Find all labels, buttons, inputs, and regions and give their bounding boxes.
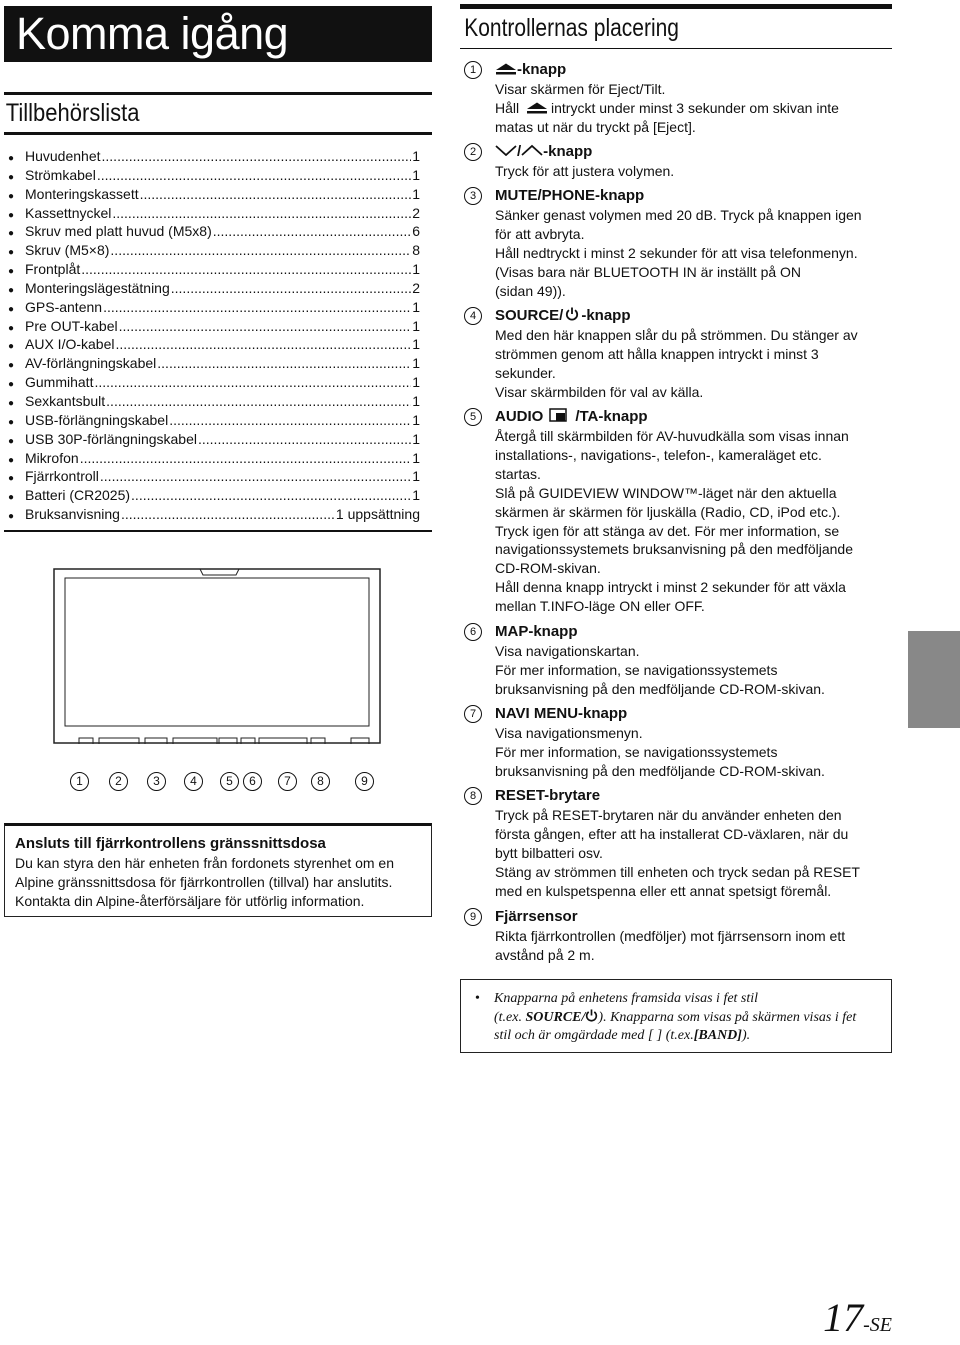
device-callouts [70, 772, 380, 796]
accessory-name: Fjärrkontroll [25, 468, 99, 485]
accessory-name: Gummihatt [25, 374, 94, 391]
device-top-slot [200, 569, 239, 575]
accessory-item [8, 486, 420, 505]
accessories-list [8, 147, 420, 524]
control-item-remote-sensor: 9 Fjärrsensor Rikta fjärrkontrollen (medföljer) mot fjärrsensorn inom ett avstånd på 2 m. [462, 907, 892, 965]
control-heading: RESET-brytare [495, 787, 601, 804]
callout-number: 2 [109, 772, 128, 791]
callout-number: 4 [184, 772, 203, 791]
callout-number: 7 [278, 772, 297, 791]
accessory-name: Skruv med platt huvud (M5x8) [25, 223, 212, 240]
control-number: 2 [464, 143, 482, 161]
leader-dots [106, 392, 411, 411]
control-number: 1 [464, 61, 482, 79]
callout-number: 8 [311, 772, 330, 791]
accessory-qty: 2 [412, 279, 420, 296]
list-bullet: ● [8, 266, 15, 278]
accessory-item [8, 354, 420, 373]
accessory-qty: 1 [412, 374, 420, 391]
control-heading: MAP-knapp [495, 623, 578, 640]
leader-dots [121, 505, 335, 524]
leader-dots [169, 411, 411, 430]
control-heading: Fjärrsensor [495, 908, 578, 925]
control-number: 4 [464, 307, 482, 325]
accessory-item [8, 411, 420, 430]
accessory-item [8, 147, 420, 166]
control-heading: MUTE/PHONE-knapp [495, 187, 645, 204]
page-title: Komma igång [4, 6, 432, 62]
leader-dots [157, 354, 411, 373]
accessory-name: Mikrofon [25, 449, 79, 466]
info-box-line: Alpine gränssnittsdosa för fjärrkontrollen (tillval) har anslutits. [15, 874, 393, 890]
window-icon [549, 408, 573, 423]
accessory-qty: 1 [412, 148, 420, 164]
accessory-item [8, 317, 420, 336]
accessory-qty: 1 [412, 411, 420, 428]
leader-dots [115, 335, 411, 354]
leader-dots [80, 449, 412, 468]
info-box-line: Du kan styra den här enheten från fordonets styrenhet om en [15, 855, 395, 871]
list-bullet: ● [8, 284, 15, 296]
accessory-item [8, 335, 420, 354]
leader-dots [103, 298, 411, 317]
callout-number: 3 [147, 772, 166, 791]
accessory-qty: 8 [412, 242, 420, 259]
accessory-qty: 6 [412, 223, 420, 240]
accessory-item [8, 279, 420, 298]
note-line: stil och är omgärdade med [ ] (t.ex.[BAND]). [494, 1028, 751, 1043]
accessory-item [8, 373, 420, 392]
accessory-name: Sexkantsbult [25, 392, 106, 409]
accessory-name: Bruksanvisning [25, 506, 120, 523]
accessory-item [8, 298, 420, 317]
chevron-up-icon [521, 144, 543, 156]
list-bullet: ● [8, 454, 15, 466]
leader-dots [140, 185, 412, 204]
device-screen [65, 578, 369, 726]
leader-dots [97, 166, 411, 185]
control-item-mute-phone: 3 MUTE/PHONE-knapp Sänker genast volymen med 20 dB. Tryck på knappen igen för att avbryta. Håll nedtryckt i minst 2 sekunder för att visa telefonmenyn. (Visas bara när BLUETOOTH IN är inställt på ON (sidan 49)). [462, 186, 892, 301]
list-bullet: ● [8, 360, 15, 372]
note-line: Knapparna på enhetens framsida visas i fet stil [494, 991, 759, 1006]
accessory-item [8, 260, 420, 279]
control-number: 8 [464, 787, 482, 805]
accessory-name: Strömkabel [25, 166, 96, 183]
page-number: 17-SE [823, 1295, 892, 1340]
control-number: 5 [464, 408, 482, 426]
list-bullet: ● [8, 397, 15, 409]
list-bullet: ● [8, 190, 15, 202]
accessory-name: Frontplåt [25, 261, 81, 278]
accessories-heading [4, 92, 432, 135]
note-box [460, 979, 892, 1053]
accessory-name: Skruv (M5×8) [25, 242, 110, 259]
control-item-source: 4 SOURCE/ -knapp Med den här knappen slår du på strömmen. Du stänger av strömmen genom att hålla knappen intryckt i minst 3 sekunder. Visar skärmbilden för val av källa. [462, 306, 892, 402]
control-item-map: 6 MAP-knapp Visa navigationskartan. För mer information, se navigationssystemets bruksanvisning på den medföljande CD-ROM-skivan. [462, 622, 892, 699]
control-heading: SOURCE/ -knapp [495, 307, 631, 324]
accessory-name: Batteri (CR2025) [25, 487, 131, 504]
accessory-name: Monteringskassett [25, 185, 139, 202]
control-number: 3 [464, 187, 482, 205]
accessory-item [8, 185, 420, 204]
leader-dots [81, 260, 411, 279]
accessory-name: AUX I/O-kabel [25, 336, 115, 353]
control-item-eject: 1 -knapp Visar skärmen för Eject/Tilt. Håll intryckt under minst 3 sekunder om skivan inte matas ut när du tryckt på [Eject]. [462, 60, 892, 137]
info-box-line: Kontakta din Alpine-återförsäljare för utförlig information. [15, 893, 365, 909]
list-bullet: ● [8, 435, 15, 447]
power-icon [565, 307, 579, 321]
list-bullet: ● [8, 341, 15, 353]
accessory-name: Pre OUT-kabel [25, 317, 118, 334]
callout-number: 9 [355, 772, 374, 791]
chevron-down-icon [495, 144, 517, 156]
control-item-volume: 2 / -knapp Tryck för att justera volymen. [462, 142, 892, 181]
accessory-item [8, 204, 420, 223]
leader-dots [119, 317, 412, 336]
control-heading: -knapp [495, 60, 892, 80]
list-bullet: ● [8, 153, 15, 164]
accessory-item [8, 222, 420, 241]
accessory-name: GPS-antenn [25, 298, 103, 315]
info-box-title: Ansluts till fjärrkontrollens gränssnittsdosa [15, 835, 326, 852]
accessory-qty: 1 [412, 298, 420, 315]
list-bullet: ● [8, 228, 15, 240]
device-outer-frame [54, 569, 380, 743]
eject-icon [526, 102, 548, 114]
list-bullet: ● [8, 322, 15, 334]
accessory-name: Monteringslägestätning [25, 279, 170, 296]
accessory-item [8, 241, 420, 260]
accessory-item [8, 430, 420, 449]
accessory-name: Kassettnyckel [25, 204, 112, 221]
list-bullet: ● [8, 416, 15, 428]
controls-title: Kontrollernas placering [464, 14, 679, 42]
callout-number: 1 [70, 772, 89, 791]
control-item-reset: 8 RESET-brytare Tryck på RESET-brytaren när du använder enheten den första gången, efter att ha installerat CD-växlaren, när du bytt bilbatteri osv. Stäng av strömmen till enheten och tryck sedan på RESET med en kulspetspenna eller ett annat spetsigt föremål. [462, 786, 892, 901]
accessory-qty: 1 [412, 317, 420, 334]
power-icon [585, 1009, 598, 1022]
accessory-qty: 1 uppsättning [335, 506, 420, 523]
info-box [4, 823, 432, 917]
device-illustration [53, 568, 381, 744]
leader-dots [131, 486, 411, 505]
accessory-qty: 1 [412, 355, 420, 372]
leader-dots [171, 279, 411, 298]
accessory-name: AV-förlängningskabel [25, 355, 157, 372]
accessory-qty: 1 [412, 336, 420, 353]
list-bullet: ● [8, 379, 15, 391]
note-line: (t.ex. SOURCE/ ). Knapparna som visas på skärmen visas i fet [494, 1009, 857, 1025]
leader-dots [112, 204, 411, 223]
accessory-item [8, 467, 420, 486]
list-bullet: ● [8, 171, 15, 183]
accessories-title: Tillbehörslista [5, 99, 140, 127]
accessory-name: Huvudenhet [25, 148, 101, 164]
list-bullet: ● [8, 303, 15, 315]
accessory-name: USB 30P-förlängningskabel [25, 430, 197, 447]
list-bullet: ● [8, 247, 15, 259]
control-item-audio-ta: 5 AUDIO /TA-knapp Återgå till skärmbilden för AV-huvudkälla som visas innan installations-, navigations-, telefon-, kameraläget etc. startas. Slå på GUIDEVIEW WINDOW™-läget när den aktuella skärmen är skärmen för ljuskälla (Radio, CD, iPod etc.). Tryck igen för att stänga av det. För mer information, se navigationssystemets bruksanvisning på den medföljande CD-ROM-skivan. Håll denna knapp intryckt i minst 2 sekunder för att växla mellan T.INFO-läge ON eller OFF. [462, 407, 892, 616]
list-bullet: ● [8, 492, 15, 504]
leader-dots [198, 430, 411, 449]
leader-dots [94, 373, 411, 392]
control-number: 7 [464, 705, 482, 723]
control-heading: / -knapp [495, 142, 892, 162]
accessory-item [8, 166, 420, 185]
accessory-qty: 1 [412, 468, 420, 485]
accessory-item [8, 392, 420, 411]
accessory-qty: 2 [412, 204, 420, 221]
controls-heading [460, 4, 892, 49]
control-number: 9 [464, 908, 482, 926]
accessory-qty: 1 [412, 449, 420, 466]
accessory-qty: 1 [412, 261, 420, 278]
divider [4, 530, 432, 532]
accessory-name: USB-förlängningskabel [25, 411, 169, 428]
callout-number: 6 [243, 772, 262, 791]
leader-dots [213, 222, 411, 241]
list-bullet: ● [8, 209, 15, 221]
accessory-qty: 1 [412, 392, 420, 409]
section-tab [908, 631, 960, 728]
list-bullet: ● [8, 473, 15, 485]
accessory-qty: 1 [412, 487, 420, 504]
accessory-qty: 1 [412, 166, 420, 183]
accessory-item [8, 449, 420, 468]
control-heading: AUDIO /TA-knapp [495, 408, 648, 425]
note-bullet: • [475, 991, 480, 1006]
leader-dots [102, 147, 412, 166]
accessory-qty: 1 [412, 185, 420, 202]
list-bullet: ● [8, 511, 15, 523]
eject-icon [495, 63, 517, 75]
leader-dots [100, 467, 411, 486]
control-number: 6 [464, 623, 482, 641]
control-heading: NAVI MENU-knapp [495, 705, 628, 722]
callout-number: 5 [220, 772, 239, 791]
leader-dots [110, 241, 411, 260]
control-item-navi-menu: 7 NAVI MENU-knapp Visa navigationsmenyn. För mer information, se navigationssystemets bruksanvisning på den medföljande CD-ROM-skivan. [462, 704, 892, 781]
accessory-item [8, 505, 420, 524]
accessory-qty: 1 [412, 430, 420, 447]
